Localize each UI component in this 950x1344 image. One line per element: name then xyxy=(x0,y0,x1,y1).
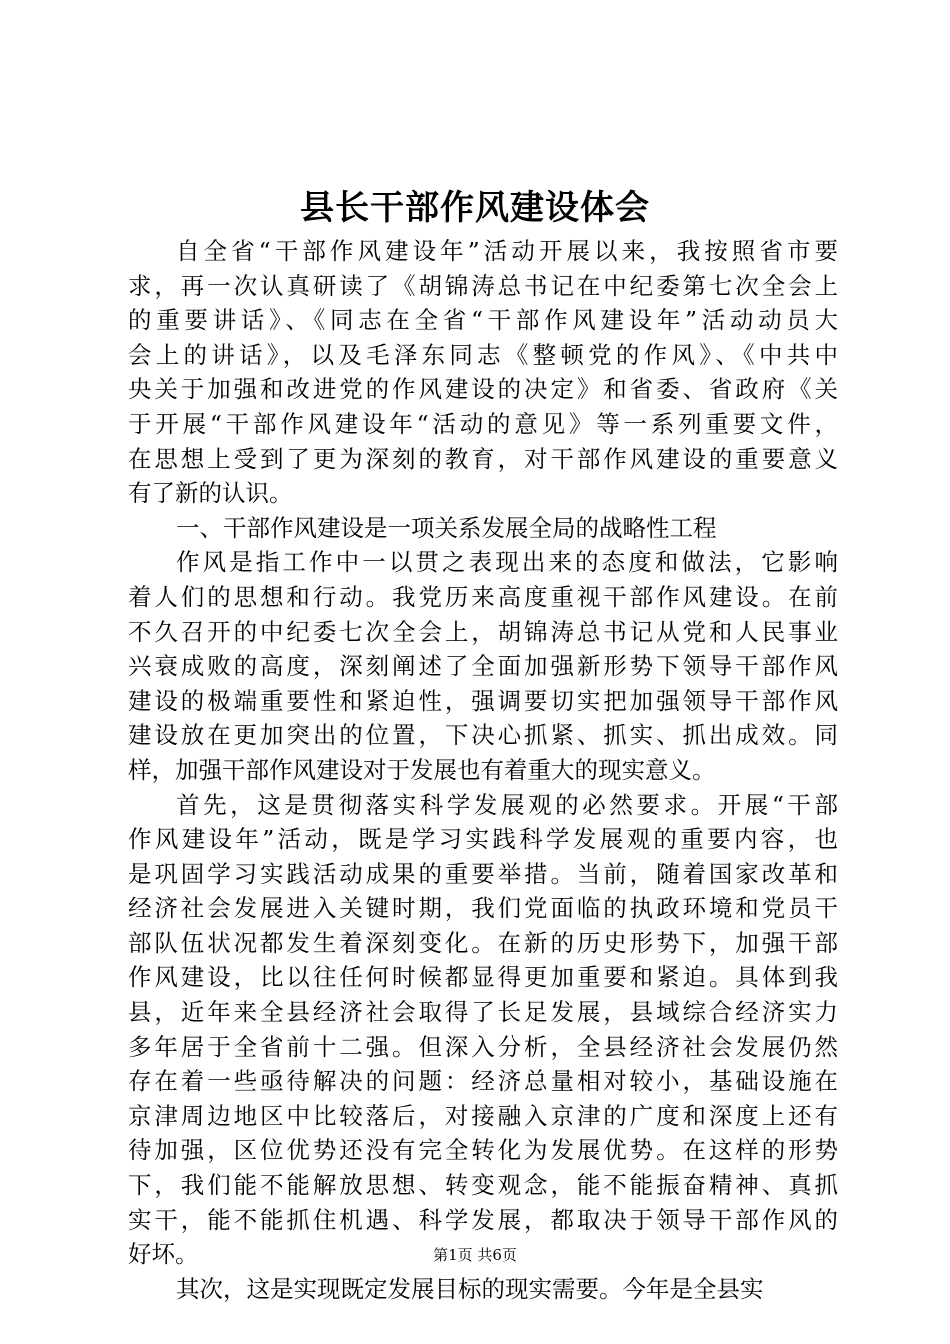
paragraph-line: 求，再一次认真研读了《胡锦涛总书记在中纪委第七次全会上 xyxy=(128,271,838,300)
paragraph-line: 好坏。 xyxy=(128,1240,199,1269)
paragraph-line: 有了新的认识。 xyxy=(128,479,293,508)
paragraph-line: 会上的讲话》，以及毛泽东同志《整顿党的作风》、《中共中 xyxy=(128,340,838,369)
document-title: 县长干部作风建设体会 xyxy=(300,188,650,228)
paragraph-line: 作风建设，比以往任何时候都显得更加重要和紧迫。具体到我 xyxy=(128,963,838,992)
paragraph-line: 建设放在更加突出的位置，下决心抓紧、抓实、抓出成效。同 xyxy=(128,721,838,750)
paragraph xyxy=(128,511,838,546)
document-body xyxy=(128,234,838,1306)
paragraph-line: 其次，这是实现既定发展目标的现实需要。今年是全县实 xyxy=(176,1274,764,1303)
paragraph-line: 存在着一些亟待解决的问题：经济总量相对较小，基础设施在 xyxy=(128,1067,838,1096)
paragraph-line: 是巩固学习实践活动成果的重要举措。当前，随着国家改革和 xyxy=(128,859,838,888)
paragraph-line: 京津周边地区中比较落后，对接融入京津的广度和深度上还有 xyxy=(128,1101,838,1130)
paragraph-line: 一、干部作风建设是一项关系发展全局的战略性工程 xyxy=(176,513,717,542)
paragraph-line: 待加强，区位优势还没有完全转化为发展优势。在这样的形势 xyxy=(128,1136,838,1165)
paragraph-line: 作风是指工作中一以贯之表现出来的态度和做法，它影响 xyxy=(176,548,838,577)
paragraph-line: 建设的极端重要性和紧迫性，强调要切实把加强领导干部作风 xyxy=(128,686,838,715)
page-footer: 第1页 共6页 xyxy=(433,1246,517,1264)
paragraph-line: 自全省“干部作风建设年”活动开展以来，我按照省市要 xyxy=(176,237,838,265)
paragraph-line: 实干，能不能抓住机遇、科学发展，都取决于领导干部作风的 xyxy=(128,1205,838,1234)
paragraph-line: 着人们的思想和行动。我党历来高度重视干部作风建设。在前 xyxy=(128,582,838,611)
paragraph-line: 在思想上受到了更为深刻的教育，对干部作风建设的重要意义 xyxy=(128,444,838,473)
paragraph-line: 经济社会发展进入关键时期，我们党面临的执政环境和党员干 xyxy=(128,894,838,923)
paragraph-line: 部队伍状况都发生着深刻变化。在新的历史形势下，加强干部 xyxy=(128,928,838,957)
paragraph-line: 于开展“干部作风建设年“活动的意见》等一系列重要文件， xyxy=(128,409,838,438)
paragraph-line: 下，我们能不能解放思想、转变观念，能不能振奋精神、真抓 xyxy=(128,1171,838,1200)
paragraph-line: 的重要讲话》、《同志在全省“干部作风建设年”活动动员大 xyxy=(128,306,838,335)
paragraph xyxy=(128,545,838,787)
paragraph xyxy=(128,234,838,511)
paragraph-line: 县，近年来全县经济社会取得了长足发展，县域综合经济实力 xyxy=(128,998,838,1027)
paragraph-line: 样，加强干部作风建设对于发展也有着重大的现实意义。 xyxy=(128,755,716,784)
paragraph xyxy=(128,1272,838,1307)
paragraph-line: 央关于加强和改进党的作风建设的决定》和省委、省政府《关 xyxy=(128,375,838,404)
paragraph-line: 兴衰成败的高度，深刻阐述了全面加强新形势下领导干部作风 xyxy=(128,652,838,681)
paragraph-line: 多年居于全省前十二强。但深入分析，全县经济社会发展仍然 xyxy=(128,1032,838,1061)
paragraph xyxy=(128,788,838,1272)
paragraph-line: 首先，这是贯彻落实科学发展观的必然要求。开展“干部 xyxy=(176,790,838,819)
paragraph-line: 作风建设年”活动，既是学习实践科学发展观的重要内容，也 xyxy=(128,825,838,854)
paragraph-line: 不久召开的中纪委七次全会上，胡锦涛总书记从党和人民事业 xyxy=(128,617,838,646)
